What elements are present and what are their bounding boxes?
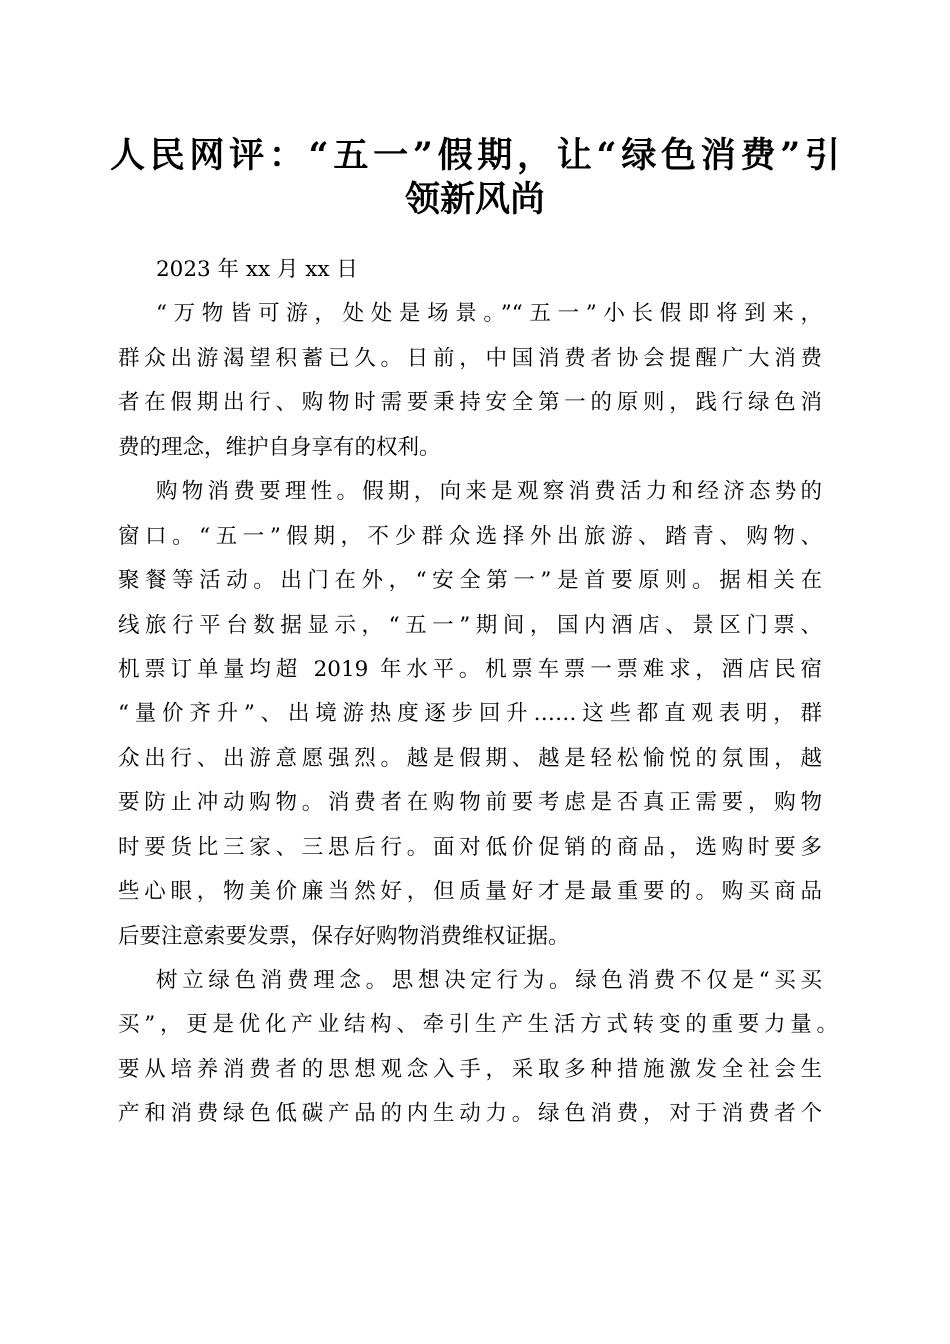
article-date: 2023 年 xx 月 xx 日 [156, 257, 358, 282]
paragraph-1 [118, 292, 822, 470]
text-line: 众出行、出游意愿强烈。越是假期、越是轻松愉悦的氛围，越 [118, 745, 822, 771]
text-line: 后要注意索要发票，保存好购物消费维权证据。 [118, 923, 570, 949]
text-line: 要从培养消费者的思想观念入手，采取多种措施激发全社会生 [118, 1056, 822, 1082]
text-line: 者在假期出行、购物时需要秉持安全第一的原则，践行绿色消 [118, 390, 822, 416]
text-line: 树立绿色消费理念。思想决定行为。绿色消费不仅是“买买 [156, 968, 822, 993]
title-line-2: 领新风尚 [404, 179, 545, 220]
text-line: 费的理念，维护自身享有的权利。 [118, 434, 441, 460]
text-line: 线旅行平台数据显示，“五一”期间，国内酒店、景区门票、 [118, 612, 822, 638]
article-title [110, 134, 840, 222]
paragraph-3 [118, 959, 838, 1137]
text-line: 些心眼，物美价廉当然好，但质量好才是最重要的。购买商品 [118, 879, 822, 905]
text-line: 产和消费绿色低碳产品的内生动力。绿色消费，对于消费者个 [118, 1101, 822, 1127]
text-line: 窗口。“五一”假期，不少群众选择外出旅游、踏青、购物、 [118, 523, 822, 549]
text-line: 买”，更是优化产业结构、牵引生产生活方式转变的重要力量。 [118, 1012, 838, 1038]
text-line: 聚餐等活动。出门在外，“安全第一”是首要原则。据相关在 [118, 568, 822, 594]
text-line: “量价齐升”、出境游热度逐步回升……这些都直观表明，群 [118, 701, 822, 727]
paragraph-2 [118, 470, 822, 959]
text-line: 机票订单量均超 2019 年水平。机票车票一票难求，酒店民宿 [118, 656, 822, 682]
text-line: 群众出游渴望积蓄已久。日前，中国消费者协会提醒广大消费 [118, 345, 822, 371]
text-line: 购物消费要理性。假期，向来是观察消费活力和经济态势的 [156, 479, 822, 505]
text-line: 时要货比三家、三思后行。面对低价促销的商品，选购时要多 [118, 834, 822, 860]
text-line: “万物皆可游，处处是场景。”“五一”小长假即将到来， [156, 301, 822, 327]
article-body [118, 248, 838, 1137]
text-line: 要防止冲动购物。消费者在购物前要考虑是否真正需要，购物 [118, 790, 822, 816]
title-line-1: 人民网评：“五一”假期，让“绿色消费”引 [110, 135, 840, 176]
